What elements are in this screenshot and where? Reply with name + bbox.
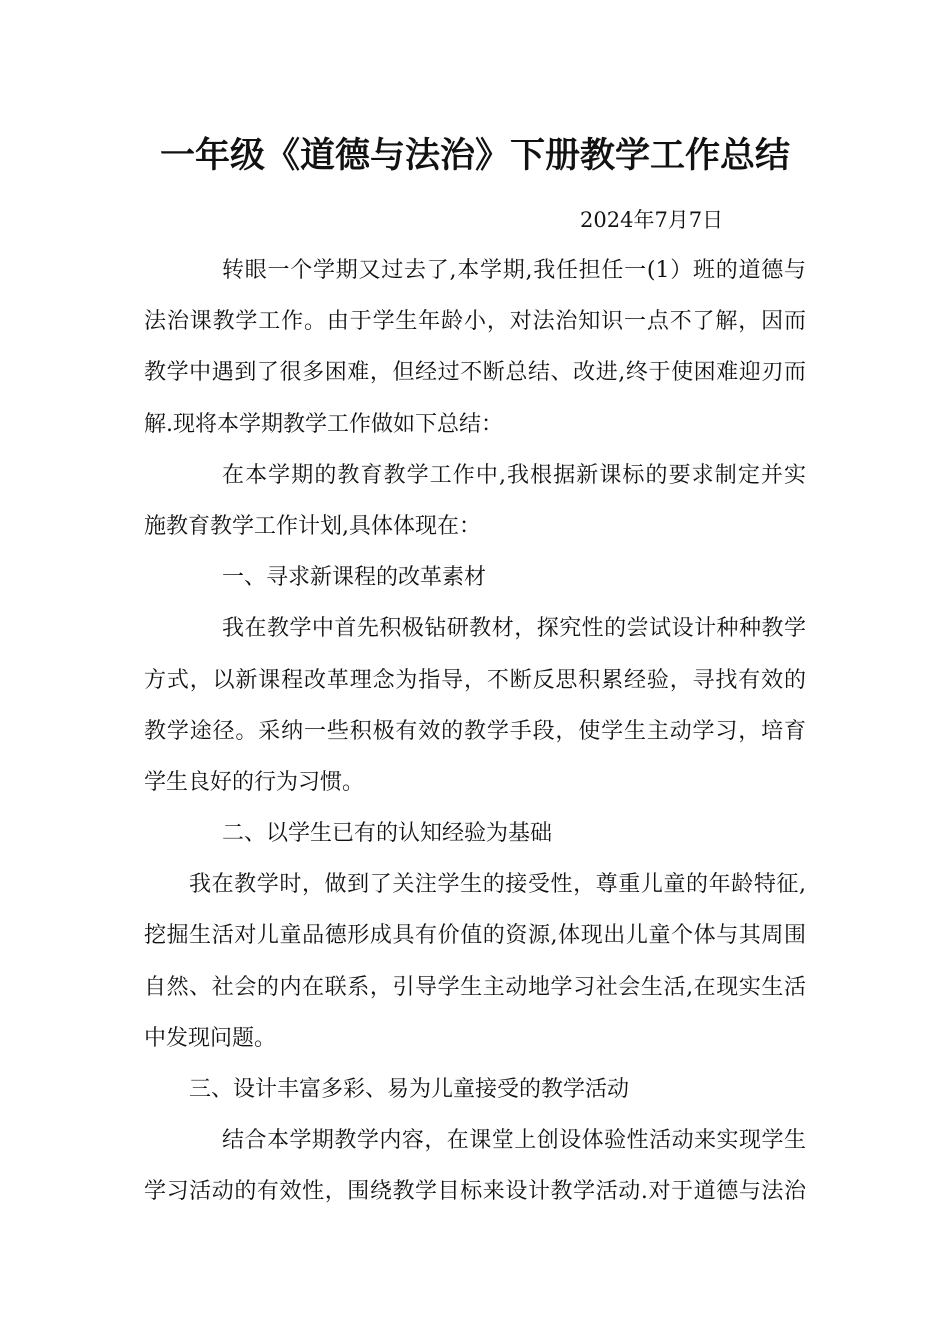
paragraph-line: 方式，以新课程改革理念为指导，不断反思积累经验，寻找有效的 xyxy=(144,667,806,693)
section-heading: 一、寻求新课程的改革素材 xyxy=(222,565,487,591)
paragraph-line: 中发现问题。 xyxy=(144,1025,277,1051)
paragraph-line: 施教育教学工作计划,具体体现在： xyxy=(144,513,481,539)
paragraph-line: 在本学期的教育教学工作中,我根据新课标的要求制定并实 xyxy=(222,462,806,488)
paragraph-line: 解.现将本学期教学工作做如下总结： xyxy=(144,411,503,437)
paragraph-line: 教学途径。采纳一些积极有效的教学手段，使学生主动学习，培育 xyxy=(144,718,806,744)
paragraph-line: 转眼一个学期又过去了,本学期,我任担任一(1）班的道德与 xyxy=(222,258,806,283)
paragraph-line: 我在教学中首先积极钻研教材，探究性的尝试设计种种教学 xyxy=(222,616,806,642)
paragraph-line: 学生良好的行为习惯。 xyxy=(144,769,365,795)
paragraph-line: 结合本学期教学内容，在课堂上创设体验性活动来实现学生 xyxy=(222,1128,806,1154)
document-date: 2024年7月7日 xyxy=(580,208,724,232)
paragraph-line: 法治课教学工作。由于学生年龄小，对法治知识一点不了解，因而 xyxy=(144,309,806,335)
paragraph-line: 挖掘生活对儿童品德形成具有价值的资源,体现出儿童个体与其周围 xyxy=(144,923,806,949)
section-heading: 二、以学生已有的认知经验为基础 xyxy=(222,821,553,847)
paragraph-line: 教学中遇到了很多困难，但经过不断总结、改进,终于使困难迎刃而 xyxy=(144,360,806,386)
paragraph-line: 我在教学时，做到了关注学生的接受性，尊重儿童的年龄特征, xyxy=(189,872,806,898)
document-body xyxy=(144,245,806,1218)
paragraph-line: 自然、社会的内在联系，引导学生主动地学习社会生活,在现实生活 xyxy=(144,974,806,1000)
document-title: 一年级《道德与法治》下册教学工作总结 xyxy=(159,136,790,176)
paragraph-line: 学习活动的有效性，围绕教学目标来设计教学活动.对于道德与法治 xyxy=(144,1179,806,1205)
section-heading: 三、设计丰富多彩、易为儿童接受的教学活动 xyxy=(189,1077,630,1102)
